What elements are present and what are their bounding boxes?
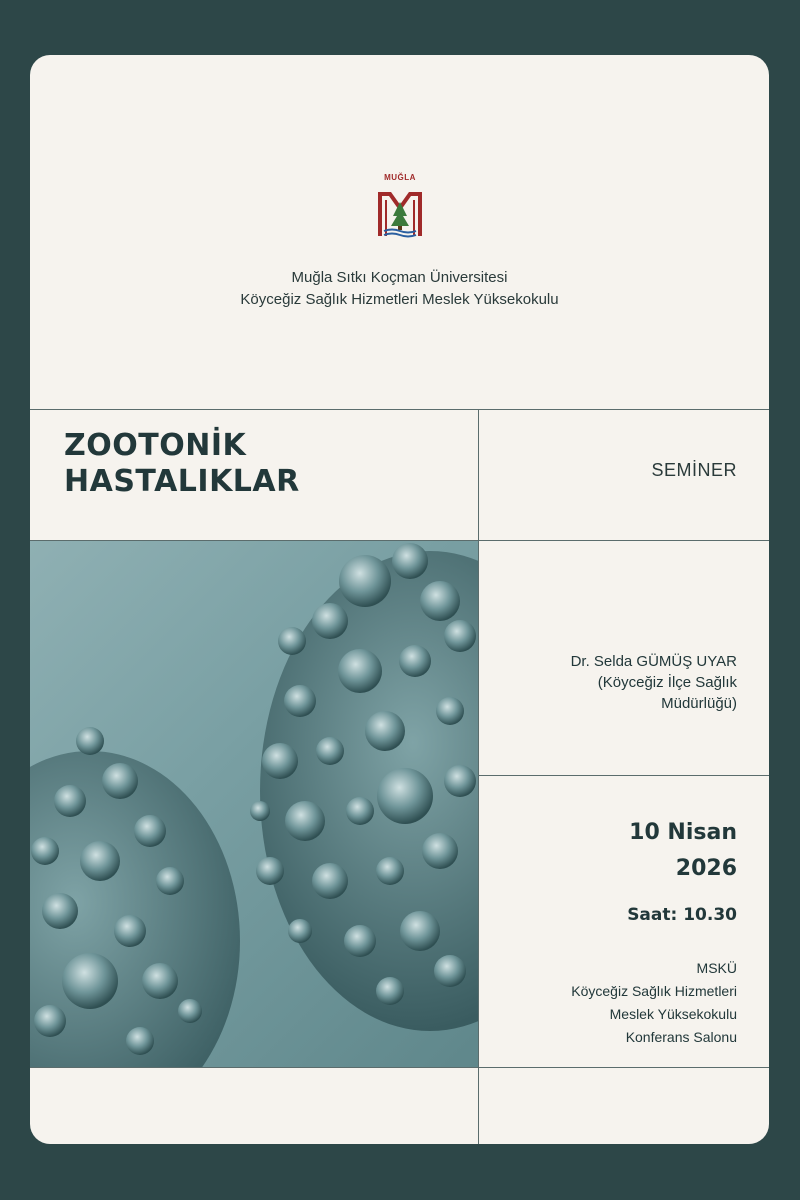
speaker-name: Dr. Selda GÜMÜŞ UYAR bbox=[570, 653, 737, 670]
logo-text: MUĞLA bbox=[384, 173, 416, 182]
event-time: Saat: 10.30 bbox=[627, 905, 737, 925]
divider-bottom bbox=[30, 1067, 769, 1068]
event-venue bbox=[479, 957, 737, 1049]
title-line-2: HASTALIKLAR bbox=[64, 464, 300, 499]
speaker-affiliation-line-1: (Köyceğiz İlçe Sağlık bbox=[597, 674, 737, 691]
date-line-2: 2026 bbox=[675, 856, 737, 881]
title-line-1: ZOOTONİK bbox=[64, 428, 247, 463]
event-type: SEMİNER bbox=[651, 460, 737, 480]
virus-microscopy-image bbox=[30, 541, 478, 1067]
institution-name bbox=[30, 267, 769, 311]
poster-card bbox=[30, 55, 769, 1144]
virus-illustration-icon bbox=[30, 541, 478, 1067]
venue-line-4: Konferans Salonu bbox=[625, 1029, 737, 1045]
speaker-info bbox=[479, 651, 737, 714]
logo-emblem-icon bbox=[376, 182, 424, 242]
speaker-affiliation-line-2: Müdürlüğü) bbox=[661, 695, 737, 712]
event-title bbox=[64, 428, 300, 500]
event-date bbox=[479, 815, 737, 887]
divider-top bbox=[30, 409, 769, 410]
divider-speaker-bottom bbox=[478, 775, 769, 776]
institution-line-1: Muğla Sıtkı Koçman Üniversitesi bbox=[291, 269, 508, 286]
institution-line-2: Köyceğiz Sağlık Hizmetleri Meslek Yüksekokulu bbox=[240, 291, 559, 308]
venue-line-2: Köyceğiz Sağlık Hizmetleri bbox=[571, 983, 737, 999]
venue-line-1: MSKÜ bbox=[696, 960, 737, 976]
venue-line-3: Meslek Yüksekokulu bbox=[609, 1006, 737, 1022]
date-line-1: 10 Nisan bbox=[629, 820, 737, 845]
university-logo bbox=[376, 173, 424, 243]
